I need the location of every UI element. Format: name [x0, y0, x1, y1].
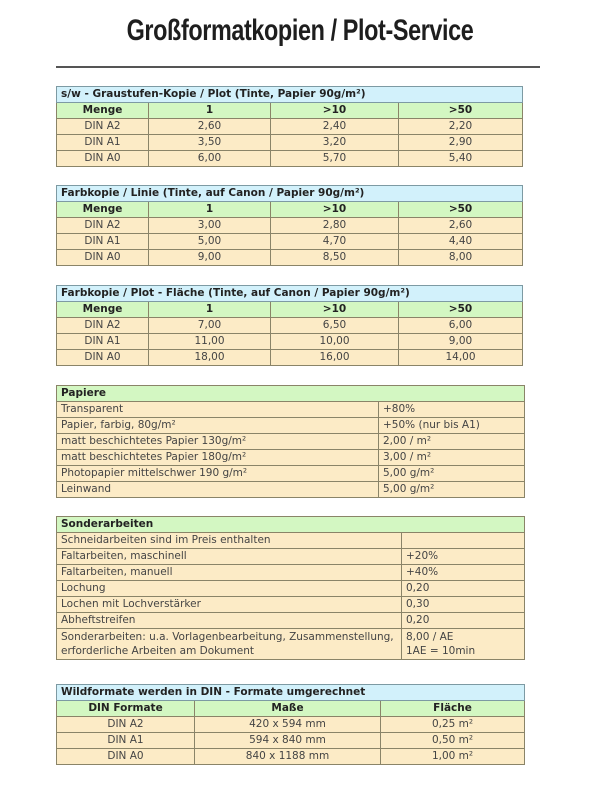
paper-type: Leinwand	[57, 482, 379, 498]
table-row	[57, 119, 523, 135]
table-cell: 4,40	[399, 234, 523, 250]
table-cell: 14,00	[399, 350, 523, 366]
table-cell: 420 x 594 mm	[195, 717, 381, 733]
column-header: Maße	[195, 701, 381, 717]
service-name	[57, 629, 402, 660]
table-cell: DIN A0	[57, 749, 195, 765]
table-cell: 6,00	[399, 318, 523, 334]
service-price	[402, 533, 525, 549]
service-price-line: 8,00 / AE	[406, 631, 454, 643]
paper-type: Transparent	[57, 402, 379, 418]
table-row	[57, 482, 525, 498]
column-header: >10	[271, 302, 399, 318]
table-cell: DIN A0	[57, 350, 149, 366]
table-row	[57, 717, 525, 733]
service-price-line: 1AE = 10min	[406, 645, 476, 657]
table-cell: 18,00	[149, 350, 271, 366]
table-cell: 3,20	[271, 135, 399, 151]
table-cell: 2,60	[149, 119, 271, 135]
table-row	[57, 135, 523, 151]
column-header: >50	[399, 302, 523, 318]
paper-type: Photopapier mittelschwer 190 g/m²	[57, 466, 379, 482]
sonderarbeiten-table	[56, 516, 525, 660]
table-caption: Sonderarbeiten	[57, 517, 525, 533]
column-header: Menge	[57, 302, 149, 318]
paper-price: 3,00 / m²	[379, 450, 525, 466]
page-title: Großformatkopien / Plot-Service	[126, 14, 474, 47]
price-table-sw-graustufen	[56, 86, 523, 167]
service-name-line: Sonderarbeiten: u.a. Vorlagenbearbeitung, Zusammenstellung,	[61, 631, 394, 643]
service-price: +40%	[402, 565, 525, 581]
column-header: 1	[149, 202, 271, 218]
table-row	[57, 629, 525, 660]
table-cell: 0,50 m²	[381, 733, 525, 749]
table-cell: DIN A1	[57, 234, 149, 250]
table-cell: 2,40	[271, 119, 399, 135]
table-cell: 2,60	[399, 218, 523, 234]
paper-type: Papier, farbig, 80g/m²	[57, 418, 379, 434]
service-price	[402, 629, 525, 660]
table-cell: 840 x 1188 mm	[195, 749, 381, 765]
paper-price: +50% (nur bis A1)	[379, 418, 525, 434]
table-cell: 3,50	[149, 135, 271, 151]
table-cell: DIN A0	[57, 250, 149, 266]
table-cell: 10,00	[271, 334, 399, 350]
table-cell: 5,70	[271, 151, 399, 167]
table-cell: 9,00	[149, 250, 271, 266]
table-cell: 9,00	[399, 334, 523, 350]
table-cell: 11,00	[149, 334, 271, 350]
table-cell: DIN A2	[57, 318, 149, 334]
table-row	[57, 334, 523, 350]
table-cell: DIN A1	[57, 334, 149, 350]
table-row	[57, 533, 525, 549]
wildformate-table	[56, 684, 525, 765]
service-price: 0,20	[402, 581, 525, 597]
service-name-line: erforderliche Arbeiten am Dokument	[61, 645, 255, 657]
table-row	[57, 218, 523, 234]
service-name: Lochen mit Lochverstärker	[57, 597, 402, 613]
table-cell: 3,00	[149, 218, 271, 234]
table-cell: DIN A2	[57, 119, 149, 135]
table-row	[57, 565, 525, 581]
table-cell: 6,50	[271, 318, 399, 334]
table-row	[57, 234, 523, 250]
table-row	[57, 450, 525, 466]
table-caption: s/w - Graustufen-Kopie / Plot (Tinte, Papier 90g/m²)	[57, 87, 523, 103]
table-cell: 594 x 840 mm	[195, 733, 381, 749]
table-cell: 5,40	[399, 151, 523, 167]
paper-type: matt beschichtetes Papier 130g/m²	[57, 434, 379, 450]
column-header: Menge	[57, 103, 149, 119]
table-cell: 2,80	[271, 218, 399, 234]
table-row	[57, 613, 525, 629]
service-name: Schneidarbeiten sind im Preis enthalten	[57, 533, 402, 549]
price-table-farbkopie-linie	[56, 185, 523, 266]
service-price: 0,20	[402, 613, 525, 629]
service-price: +20%	[402, 549, 525, 565]
table-cell: DIN A2	[57, 717, 195, 733]
service-price: 0,30	[402, 597, 525, 613]
table-row	[57, 466, 525, 482]
service-name: Faltarbeiten, manuell	[57, 565, 402, 581]
paper-price: 2,00 / m²	[379, 434, 525, 450]
column-header: 1	[149, 302, 271, 318]
table-row	[57, 434, 525, 450]
table-cell: DIN A2	[57, 218, 149, 234]
service-name: Faltarbeiten, maschinell	[57, 549, 402, 565]
paper-price: 5,00 g/m²	[379, 466, 525, 482]
table-cell: 2,20	[399, 119, 523, 135]
service-name: Lochung	[57, 581, 402, 597]
price-table-farbkopie-flaeche	[56, 285, 523, 366]
table-row	[57, 581, 525, 597]
table-cell: DIN A0	[57, 151, 149, 167]
table-cell: DIN A1	[57, 733, 195, 749]
column-header: Fläche	[381, 701, 525, 717]
table-row	[57, 749, 525, 765]
table-cell: 5,00	[149, 234, 271, 250]
table-cell: 8,00	[399, 250, 523, 266]
table-row	[57, 350, 523, 366]
table-caption: Farbkopie / Plot - Fläche (Tinte, auf Canon / Papier 90g/m²)	[57, 286, 523, 302]
column-header: DIN Formate	[57, 701, 195, 717]
table-cell: 7,00	[149, 318, 271, 334]
papiere-table	[56, 385, 525, 498]
paper-price: 5,00 g/m²	[379, 482, 525, 498]
title-divider	[56, 66, 540, 68]
table-cell: DIN A1	[57, 135, 149, 151]
table-row	[57, 402, 525, 418]
paper-price: +80%	[379, 402, 525, 418]
table-caption: Farbkopie / Linie (Tinte, auf Canon / Papier 90g/m²)	[57, 186, 523, 202]
table-row	[57, 597, 525, 613]
column-header: >10	[271, 103, 399, 119]
table-cell: 16,00	[271, 350, 399, 366]
paper-type: matt beschichtetes Papier 180g/m²	[57, 450, 379, 466]
table-cell: 2,90	[399, 135, 523, 151]
table-cell: 0,25 m²	[381, 717, 525, 733]
table-cell: 4,70	[271, 234, 399, 250]
service-name: Abheftstreifen	[57, 613, 402, 629]
table-caption: Wildformate werden in DIN - Formate umgerechnet	[57, 685, 525, 701]
table-caption: Papiere	[57, 386, 525, 402]
table-row	[57, 733, 525, 749]
table-cell: 6,00	[149, 151, 271, 167]
column-header: >50	[399, 103, 523, 119]
table-row	[57, 318, 523, 334]
table-row	[57, 151, 523, 167]
table-row	[57, 250, 523, 266]
table-row	[57, 549, 525, 565]
table-cell: 8,50	[271, 250, 399, 266]
column-header: 1	[149, 103, 271, 119]
table-row	[57, 418, 525, 434]
column-header: >10	[271, 202, 399, 218]
column-header: Menge	[57, 202, 149, 218]
table-cell: 1,00 m²	[381, 749, 525, 765]
column-header: >50	[399, 202, 523, 218]
